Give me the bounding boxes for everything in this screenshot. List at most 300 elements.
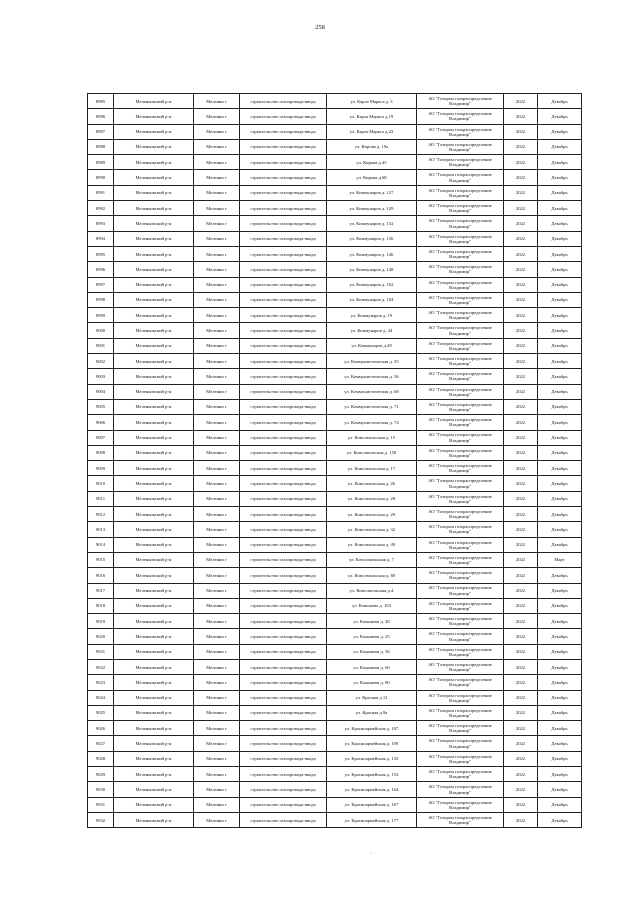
cell-address: ул. Комсомольская д. 32 [327,522,417,537]
cell-city: Меленки г [194,384,240,399]
table-row [88,736,582,751]
cell-year: 2022 [504,369,538,384]
cell-work-type: строительство газопровода-ввода [240,644,327,659]
cell-district: Меленковский р-н [114,598,194,613]
cell-number: 9003 [88,369,114,384]
cell-organization: АО "Газпром газораспределение Владимир" [417,415,504,430]
cell-organization: АО "Газпром газораспределение Владимир" [417,767,504,782]
cell-number: 9004 [88,384,114,399]
cell-work-type: строительство газопровода-ввода [240,323,327,338]
cell-city: Меленки г [194,736,240,751]
cell-address: ул. Карла Маркса д. 3 [327,94,417,109]
table-row [88,659,582,674]
cell-month: Декабрь [538,369,582,384]
cell-district: Меленковский р-н [114,415,194,430]
cell-work-type: строительство газопровода-ввода [240,384,327,399]
table-row [88,292,582,307]
table-row [88,767,582,782]
cell-month: Декабрь [538,185,582,200]
cell-work-type: строительство газопровода-ввода [240,277,327,292]
cell-month: Декабрь [538,415,582,430]
cell-city: Меленки г [194,812,240,827]
cell-district: Меленковский р-н [114,751,194,766]
cell-number: 9016 [88,568,114,583]
cell-organization: АО "Газпром газораспределение Владимир" [417,246,504,261]
cell-work-type: строительство газопровода-ввода [240,201,327,216]
cell-work-type: строительство газопровода-ввода [240,430,327,445]
cell-address: ул. Коньшева д. 20 [327,614,417,629]
cell-organization: АО "Газпром газораспределение Владимир" [417,277,504,292]
cell-number: 8995 [88,246,114,261]
cell-city: Меленки г [194,782,240,797]
cell-year: 2022 [504,767,538,782]
cell-year: 2022 [504,139,538,154]
cell-year: 2022 [504,124,538,139]
cell-city: Меленки г [194,491,240,506]
cell-district: Меленковский р-н [114,614,194,629]
cell-year: 2022 [504,491,538,506]
cell-number: 8991 [88,185,114,200]
cell-city: Меленки г [194,338,240,353]
cell-district: Меленковский р-н [114,445,194,460]
cell-organization: АО "Газпром газораспределение Владимир" [417,751,504,766]
cell-number: 9006 [88,415,114,430]
cell-address: ул. Коньшева д. 25 [327,629,417,644]
cell-work-type: строительство газопровода-ввода [240,369,327,384]
cell-number: 8997 [88,277,114,292]
cell-month: Декабрь [538,614,582,629]
cell-work-type: строительство газопровода-ввода [240,782,327,797]
cell-district: Меленковский р-н [114,155,194,170]
cell-work-type: строительство газопровода-ввода [240,262,327,277]
cell-district: Меленковский р-н [114,109,194,124]
cell-month: Декабрь [538,231,582,246]
cell-month: Декабрь [538,629,582,644]
cell-district: Меленковский р-н [114,338,194,353]
cell-city: Меленки г [194,598,240,613]
cell-address: ул. Коммунистическая д. 55 [327,354,417,369]
cell-district: Меленковский р-н [114,216,194,231]
cell-city: Меленки г [194,705,240,720]
cell-year: 2022 [504,445,538,460]
cell-month: Декабрь [538,767,582,782]
cell-city: Меленки г [194,415,240,430]
table-row [88,751,582,766]
cell-city: Меленки г [194,522,240,537]
cell-number: 9014 [88,537,114,552]
table-row [88,139,582,154]
cell-work-type: строительство газопровода-ввода [240,537,327,552]
cell-work-type: строительство газопровода-ввода [240,399,327,414]
cell-number: 8985 [88,94,114,109]
cell-district: Меленковский р-н [114,507,194,522]
cell-year: 2022 [504,507,538,522]
cell-year: 2022 [504,430,538,445]
cell-number: 9010 [88,476,114,491]
cell-organization: АО "Газпром газораспределение Владимир" [417,262,504,277]
cell-district: Меленковский р-н [114,782,194,797]
cell-district: Меленковский р-н [114,262,194,277]
cell-district: Меленковский р-н [114,384,194,399]
cell-city: Меленки г [194,109,240,124]
cell-year: 2022 [504,476,538,491]
cell-month: Декабрь [538,751,582,766]
cell-number: 8992 [88,201,114,216]
cell-organization: АО "Газпром газораспределение Владимир" [417,201,504,216]
cell-address: ул. Комсомольская д. 26 [327,476,417,491]
cell-organization: АО "Газпром газораспределение Владимир" [417,308,504,323]
table-row [88,812,582,827]
cell-address: ул. Красноармейская д. 164 [327,782,417,797]
cell-address: ул. Коммунаров д. 127 [327,185,417,200]
cell-organization: АО "Газпром газораспределение Владимир" [417,94,504,109]
cell-number: 8993 [88,216,114,231]
cell-address: ул. Комсомольская д. 29 [327,507,417,522]
cell-organization: АО "Газпром газораспределение Владимир" [417,354,504,369]
cell-number: 8994 [88,231,114,246]
cell-address: ул. Красноармейская д. 135 [327,751,417,766]
cell-month: Декабрь [538,323,582,338]
cell-address: ул. Комсомольская д. 80 [327,568,417,583]
cell-work-type: строительство газопровода-ввода [240,583,327,598]
table-row [88,782,582,797]
cell-district: Меленковский р-н [114,94,194,109]
cell-month: Декабрь [538,598,582,613]
cell-address: ул. Красноармейская д. 107 [327,721,417,736]
cell-work-type: строительство газопровода-ввода [240,767,327,782]
cell-district: Меленковский р-н [114,185,194,200]
cell-month: Декабрь [538,262,582,277]
cell-organization: АО "Газпром газораспределение Владимир" [417,430,504,445]
cell-district: Меленковский р-н [114,354,194,369]
cell-organization: АО "Газпром газораспределение Владимир" [417,445,504,460]
cell-organization: АО "Газпром газораспределение Владимир" [417,399,504,414]
cell-organization: АО "Газпром газораспределение Владимир" [417,185,504,200]
cell-organization: АО "Газпром газораспределение Владимир" [417,491,504,506]
cell-organization: АО "Газпром газораспределение Владимир" [417,552,504,567]
cell-organization: АО "Газпром газораспределение Владимир" [417,782,504,797]
cell-district: Меленковский р-н [114,675,194,690]
cell-work-type: строительство газопровода-ввода [240,690,327,705]
cell-work-type: строительство газопровода-ввода [240,231,327,246]
cell-district: Меленковский р-н [114,491,194,506]
cell-number: 9008 [88,445,114,460]
cell-organization: АО "Газпром газораспределение Владимир" [417,629,504,644]
cell-address: ул. Кирова д.68 [327,170,417,185]
cell-district: Меленковский р-н [114,537,194,552]
cell-work-type: строительство газопровода-ввода [240,736,327,751]
cell-organization: АО "Газпром газораспределение Владимир" [417,170,504,185]
cell-organization: АО "Газпром газораспределение Владимир" [417,537,504,552]
cell-district: Меленковский р-н [114,583,194,598]
cell-month: Декабрь [538,216,582,231]
cell-number: 8986 [88,109,114,124]
cell-month: Март [538,552,582,567]
cell-month: Декабрь [538,690,582,705]
cell-organization: АО "Газпром газораспределение Владимир" [417,124,504,139]
cell-address: ул. Кирова д. 19а [327,139,417,154]
table-row [88,369,582,384]
cell-district: Меленковский р-н [114,721,194,736]
cell-organization: АО "Газпром газораспределение Владимир" [417,721,504,736]
cell-address: ул. Комсомольская д. 49 [327,537,417,552]
cell-number: 9022 [88,659,114,674]
cell-number: 9019 [88,614,114,629]
cell-district: Меленковский р-н [114,568,194,583]
cell-organization: АО "Газпром газораспределение Владимир" [417,812,504,827]
cell-work-type: строительство газопровода-ввода [240,659,327,674]
cell-year: 2022 [504,552,538,567]
cell-organization: АО "Газпром газораспределение Владимир" [417,216,504,231]
cell-district: Меленковский р-н [114,659,194,674]
cell-address: ул. Комсомольская д. 28 [327,491,417,506]
cell-organization: АО "Газпром газораспределение Владимир" [417,614,504,629]
cell-year: 2022 [504,415,538,430]
cell-month: Декабрь [538,308,582,323]
cell-month: Декабрь [538,568,582,583]
cell-city: Меленки г [194,476,240,491]
cell-address: ул. Карла Маркса д.19 [327,109,417,124]
cell-city: Меленки г [194,430,240,445]
cell-district: Меленковский р-н [114,476,194,491]
cell-month: Декабрь [538,812,582,827]
cell-address: ул. Кирова д.45 [327,155,417,170]
cell-year: 2022 [504,216,538,231]
cell-district: Меленковский р-н [114,170,194,185]
table-row [88,522,582,537]
cell-address: ул. Коммунаров д. 162 [327,277,417,292]
cell-number: 8996 [88,262,114,277]
cell-number: 8989 [88,155,114,170]
cell-work-type: строительство газопровода-ввода [240,522,327,537]
cell-city: Меленки г [194,277,240,292]
cell-year: 2022 [504,522,538,537]
cell-organization: АО "Газпром газораспределение Владимир" [417,583,504,598]
cell-city: Меленки г [194,246,240,261]
cell-address: ул. Комсомольская д.4 [327,583,417,598]
cell-year: 2022 [504,583,538,598]
cell-organization: АО "Газпром газораспределение Владимир" [417,659,504,674]
cell-year: 2022 [504,598,538,613]
cell-address: ул. Красная д.12 [327,690,417,705]
cell-work-type: строительство газопровода-ввода [240,507,327,522]
cell-organization: АО "Газпром газораспределение Владимир" [417,139,504,154]
cell-month: Декабрь [538,797,582,812]
cell-district: Меленковский р-н [114,644,194,659]
cell-city: Меленки г [194,659,240,674]
cell-number: 9001 [88,338,114,353]
cell-address: ул. Коммунаров д. 184 [327,292,417,307]
cell-year: 2022 [504,751,538,766]
cell-month: Декабрь [538,384,582,399]
table-row [88,629,582,644]
cell-work-type: строительство газопровода-ввода [240,445,327,460]
table-row [88,537,582,552]
cell-address: ул. Коммунаров д. 44 [327,323,417,338]
cell-number: 9009 [88,461,114,476]
cell-year: 2022 [504,277,538,292]
cell-year: 2022 [504,736,538,751]
cell-city: Меленки г [194,323,240,338]
cell-month: Декабрь [538,583,582,598]
cell-number: 9002 [88,354,114,369]
table-row [88,399,582,414]
cell-year: 2022 [504,675,538,690]
cell-number: 9030 [88,782,114,797]
cell-organization: АО "Газпром газораспределение Владимир" [417,507,504,522]
cell-work-type: строительство газопровода-ввода [240,94,327,109]
cell-work-type: строительство газопровода-ввода [240,170,327,185]
cell-address: ул. Коммунистическая д. 68 [327,384,417,399]
cell-address: ул. Коммунаров д. 132 [327,216,417,231]
cell-district: Меленковский р-н [114,430,194,445]
cell-address: ул. Карла Маркса д.23 [327,124,417,139]
cell-address: ул. Коммунаров д.28 [327,338,417,353]
cell-number: 9017 [88,583,114,598]
cell-district: Меленковский р-н [114,690,194,705]
cell-month: Декабрь [538,736,582,751]
cell-work-type: строительство газопровода-ввода [240,598,327,613]
table-row [88,338,582,353]
cell-month: Декабрь [538,354,582,369]
cell-month: Декабрь [538,246,582,261]
cell-month: Декабрь [538,94,582,109]
cell-month: Декабрь [538,277,582,292]
table-row [88,721,582,736]
cell-number: 8998 [88,292,114,307]
cell-work-type: строительство газопровода-ввода [240,292,327,307]
cell-city: Меленки г [194,721,240,736]
cell-organization: АО "Газпром газораспределение Владимир" [417,338,504,353]
cell-district: Меленковский р-н [114,629,194,644]
cell-month: Декабрь [538,522,582,537]
cell-month: Декабрь [538,338,582,353]
cell-address: ул. Коммунаров д. 146 [327,246,417,261]
cell-year: 2022 [504,797,538,812]
cell-city: Меленки г [194,231,240,246]
cell-work-type: строительство газопровода-ввода [240,476,327,491]
cell-city: Меленки г [194,369,240,384]
cell-organization: АО "Газпром газораспределение Владимир" [417,323,504,338]
scan-speck: · [370,851,372,857]
cell-city: Меленки г [194,537,240,552]
table-row [88,705,582,720]
cell-address: ул. Красноармейская д. 154 [327,767,417,782]
table-row [88,415,582,430]
cell-work-type: строительство газопровода-ввода [240,461,327,476]
cell-year: 2022 [504,384,538,399]
cell-year: 2022 [504,262,538,277]
cell-number: 8990 [88,170,114,185]
cell-district: Меленковский р-н [114,461,194,476]
cell-year: 2022 [504,338,538,353]
cell-work-type: строительство газопровода-ввода [240,246,327,261]
table-row [88,277,582,292]
cell-address: ул. Коммунаров д. 129 [327,201,417,216]
cell-district: Меленковский р-н [114,124,194,139]
cell-city: Меленки г [194,629,240,644]
cell-city: Меленки г [194,767,240,782]
table-row [88,323,582,338]
cell-year: 2022 [504,170,538,185]
cell-district: Меленковский р-н [114,812,194,827]
cell-organization: АО "Газпром газораспределение Владимир" [417,369,504,384]
cell-work-type: строительство газопровода-ввода [240,797,327,812]
cell-organization: АО "Газпром газораспределение Владимир" [417,231,504,246]
cell-work-type: строительство газопровода-ввода [240,491,327,506]
cell-year: 2022 [504,782,538,797]
cell-city: Меленки г [194,690,240,705]
cell-address: ул. Коньшева д. 56 [327,644,417,659]
cell-number: 9015 [88,552,114,567]
table-row [88,155,582,170]
cell-city: Меленки г [194,201,240,216]
cell-city: Меленки г [194,139,240,154]
table-row [88,675,582,690]
cell-month: Декабрь [538,537,582,552]
cell-year: 2022 [504,155,538,170]
cell-year: 2022 [504,308,538,323]
cell-number: 9011 [88,491,114,506]
cell-city: Меленки г [194,583,240,598]
table-row [88,246,582,261]
cell-year: 2022 [504,537,538,552]
cell-work-type: строительство газопровода-ввода [240,614,327,629]
cell-number: 9012 [88,507,114,522]
table-row [88,384,582,399]
cell-year: 2022 [504,231,538,246]
cell-month: Декабрь [538,659,582,674]
cell-number: 9028 [88,751,114,766]
cell-district: Меленковский р-н [114,736,194,751]
cell-work-type: строительство газопровода-ввода [240,751,327,766]
cell-district: Меленковский р-н [114,705,194,720]
table-row [88,216,582,231]
cell-city: Меленки г [194,644,240,659]
cell-work-type: строительство газопровода-ввода [240,338,327,353]
cell-city: Меленки г [194,155,240,170]
cell-organization: АО "Газпром газораспределение Владимир" [417,598,504,613]
cell-organization: АО "Газпром газораспределение Владимир" [417,476,504,491]
table-row [88,109,582,124]
cell-address: ул. Красноармейская д. 109 [327,736,417,751]
cell-number: 9029 [88,767,114,782]
cell-district: Меленковский р-н [114,369,194,384]
cell-city: Меленки г [194,568,240,583]
table-row [88,644,582,659]
cell-work-type: строительство газопровода-ввода [240,552,327,567]
cell-number: 9020 [88,629,114,644]
cell-month: Декабрь [538,476,582,491]
table-row [88,354,582,369]
cell-district: Меленковский р-н [114,323,194,338]
table-row [88,552,582,567]
table-row [88,476,582,491]
cell-district: Меленковский р-н [114,522,194,537]
cell-work-type: строительство газопровода-ввода [240,568,327,583]
cell-city: Меленки г [194,354,240,369]
cell-city: Меленки г [194,308,240,323]
cell-work-type: строительство газопровода-ввода [240,354,327,369]
cell-work-type: строительство газопровода-ввода [240,629,327,644]
cell-address: ул. Коньшева д. 103 [327,598,417,613]
cell-district: Меленковский р-н [114,767,194,782]
cell-work-type: строительство газопровода-ввода [240,155,327,170]
cell-city: Меленки г [194,216,240,231]
cell-district: Меленковский р-н [114,139,194,154]
cell-district: Меленковский р-н [114,552,194,567]
cell-city: Меленки г [194,185,240,200]
